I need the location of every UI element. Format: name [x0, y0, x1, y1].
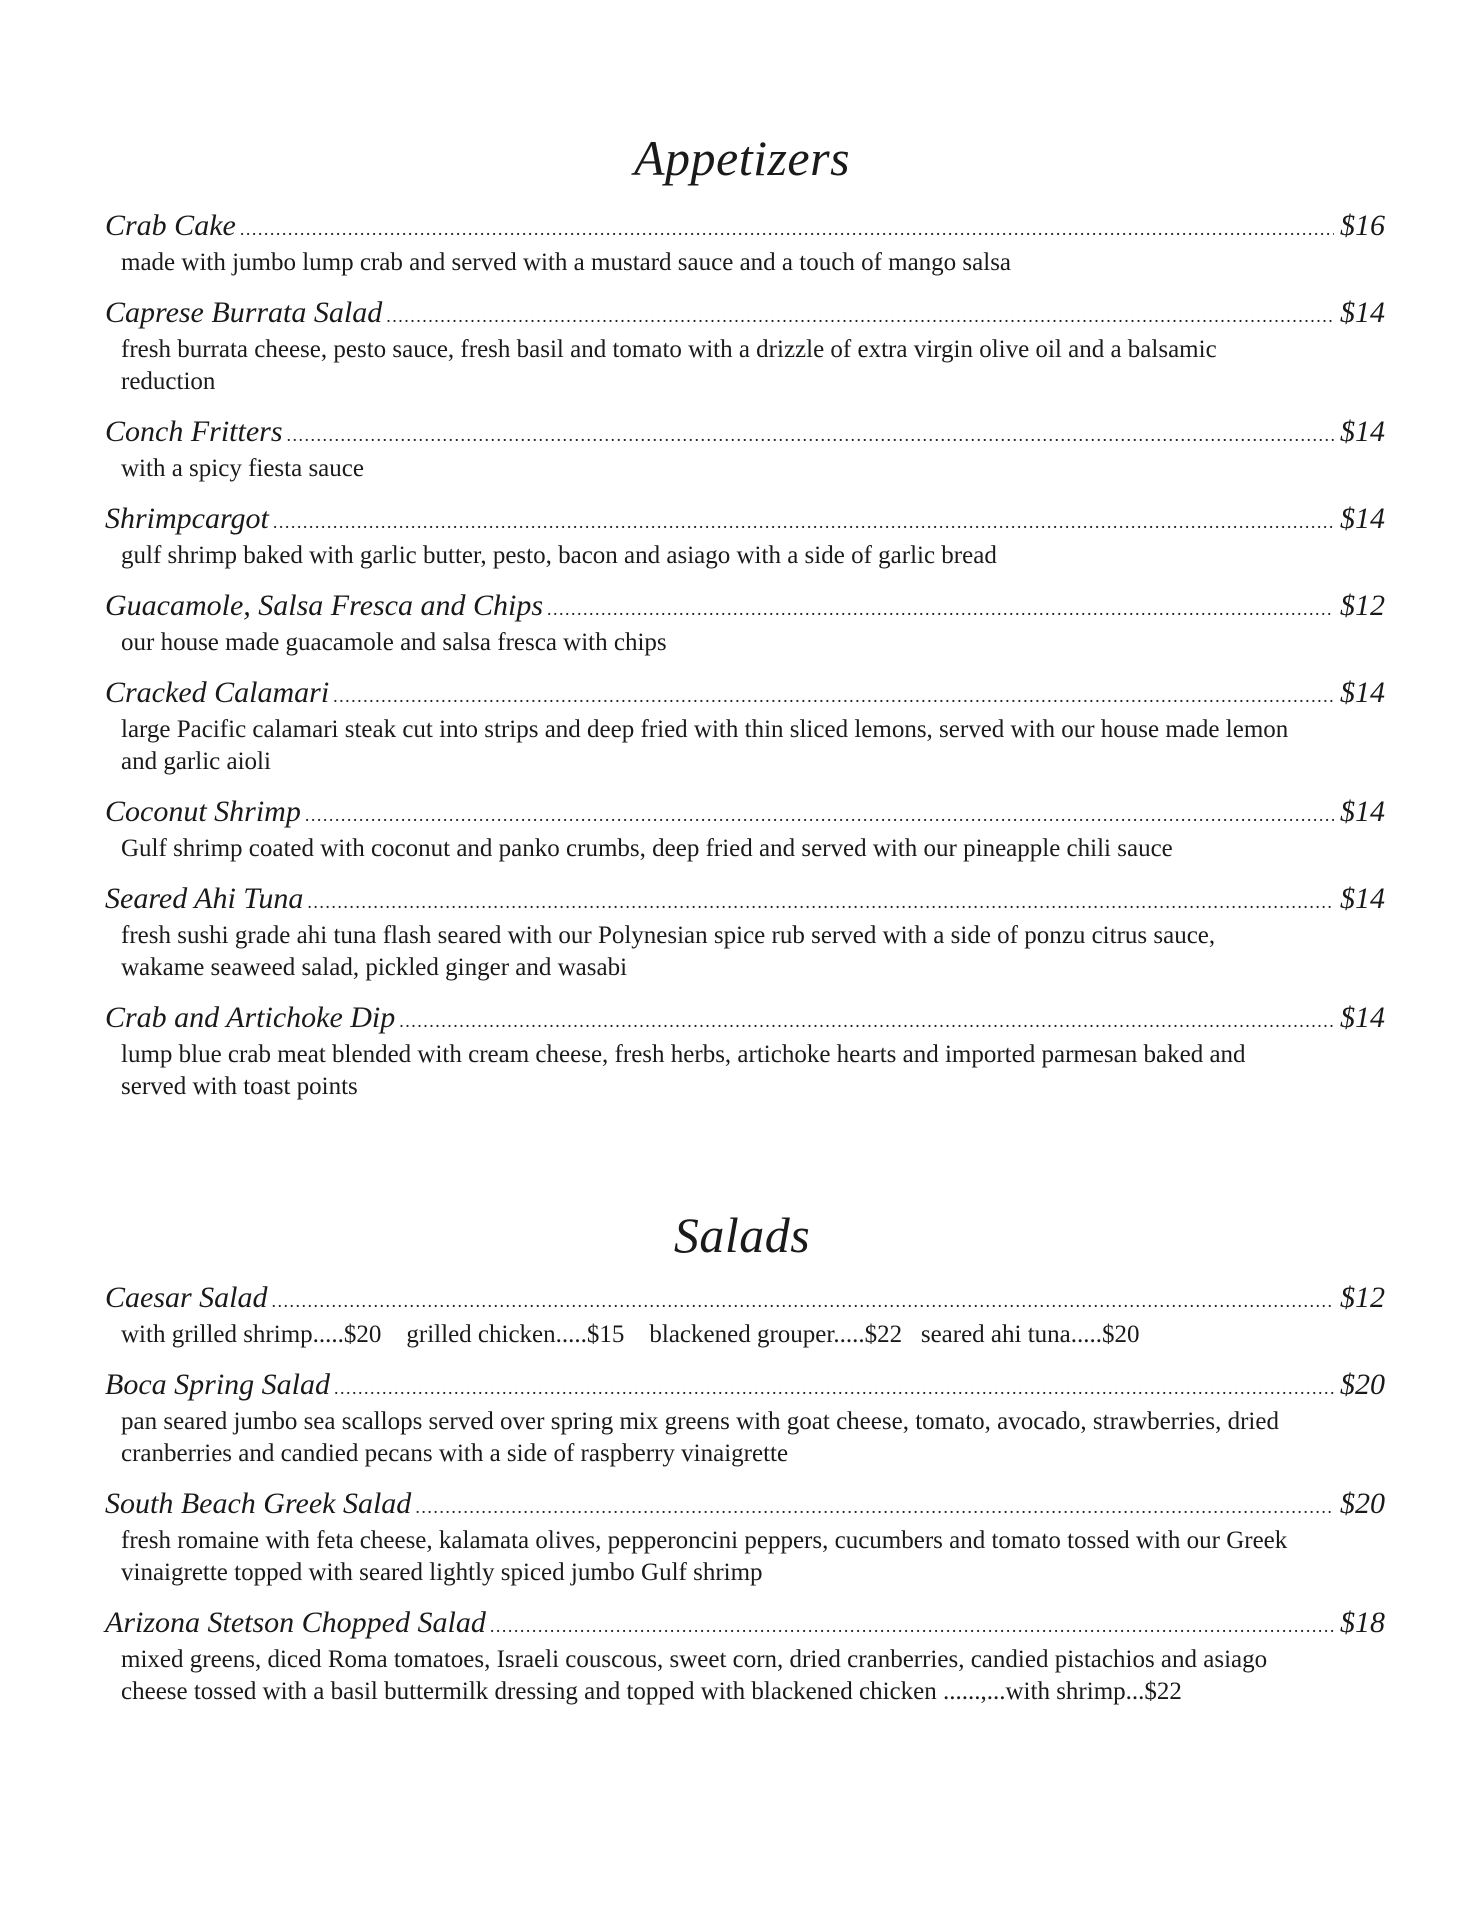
menu-item — [105, 501, 1385, 572]
item-description: fresh burrata cheese, pesto sauce, fresh basil and tomato with a drizzle of extra virgin olive oil and a balsamic reduction — [121, 336, 1217, 395]
item-name: Arizona Stetson Chopped Salad — [105, 1606, 486, 1639]
item-price: $16 — [1340, 209, 1385, 242]
menu-item — [105, 675, 1385, 778]
item-name: South Beach Greek Salad — [105, 1487, 412, 1520]
dot-leader — [415, 1489, 1334, 1525]
item-price: $20 — [1340, 1368, 1385, 1401]
menu-item — [105, 1486, 1385, 1589]
item-name: Crab Cake — [105, 209, 236, 242]
appetizers-list — [105, 208, 1385, 1103]
dot-leader — [333, 678, 1334, 714]
item-name: Seared Ahi Tuna — [105, 882, 304, 915]
item-price: $14 — [1340, 415, 1385, 448]
menu-item — [105, 1280, 1385, 1351]
item-price: $14 — [1340, 882, 1385, 915]
dot-leader — [287, 417, 1335, 453]
menu-item — [105, 414, 1385, 485]
appetizers-title: Appetizers — [633, 130, 851, 186]
menu-item — [105, 295, 1385, 398]
menu-item — [105, 1367, 1385, 1470]
item-description: Gulf shrimp coated with coconut and panko crumbs, deep fried and served with our pineapple chili sauce — [121, 835, 1173, 862]
item-description: our house made guacamole and salsa fresca with chips — [121, 629, 667, 656]
item-name: Boca Spring Salad — [105, 1368, 330, 1401]
dot-leader — [272, 1283, 1334, 1319]
item-name: Coconut Shrimp — [105, 795, 301, 828]
item-name: Shrimpcargot — [105, 502, 269, 535]
item-description: lump blue crab meat blended with cream cheese, fresh herbs, artichoke hearts and imported parmesan baked and served with toast points — [121, 1041, 1246, 1100]
item-price: $12 — [1340, 589, 1385, 622]
item-price: $14 — [1340, 795, 1385, 828]
item-name: Crab and Artichoke Dip — [105, 1001, 396, 1034]
item-price: $14 — [1340, 676, 1385, 709]
dot-leader — [273, 504, 1334, 540]
dot-leader — [399, 1003, 1334, 1039]
item-description: large Pacific calamari steak cut into strips and deep fried with thin sliced lemons, served with our house made lemon and garlic aioli — [121, 716, 1289, 775]
item-name: Guacamole, Salsa Fresca and Chips — [105, 589, 544, 622]
menu-item — [105, 1000, 1385, 1103]
item-description: made with jumbo lump crab and served with a mustard sauce and a touch of mango salsa — [121, 249, 1012, 276]
item-price: $20 — [1340, 1487, 1385, 1520]
item-price: $12 — [1340, 1281, 1385, 1314]
item-description: gulf shrimp baked with garlic butter, pesto, bacon and asiago with a side of garlic bread — [121, 542, 997, 569]
item-description: with grilled shrimp.....$20 grilled chicken.....$15 blackened grouper.....$22 seared ahi tuna.....$20 — [121, 1321, 1140, 1348]
menu-item — [105, 1605, 1385, 1708]
item-price: $18 — [1340, 1606, 1385, 1639]
dot-leader — [490, 1608, 1334, 1644]
menu-item — [105, 794, 1385, 865]
dot-leader — [334, 1370, 1334, 1406]
salads-title: Salads — [673, 1207, 811, 1263]
item-description: fresh sushi grade ahi tuna flash seared with our Polynesian spice rub served with a side of ponzu citrus sauce, wakame seaweed salad, pickled ginger and wasabi — [121, 922, 1216, 981]
item-description: with a spicy fiesta sauce — [121, 455, 364, 482]
item-description: fresh romaine with feta cheese, kalamata olives, pepperoncini peppers, cucumbers and tomato tossed with our Greek vinaigrette topped with seared lightly spiced jumbo Gulf shrimp — [121, 1527, 1288, 1586]
item-price: $14 — [1340, 1001, 1385, 1034]
item-name: Conch Fritters — [105, 415, 283, 448]
menu-item — [105, 588, 1385, 659]
item-price: $14 — [1340, 502, 1385, 535]
dot-leader — [307, 884, 1334, 920]
dot-leader — [240, 211, 1334, 247]
salads-list — [105, 1280, 1385, 1708]
item-name: Caesar Salad — [105, 1281, 268, 1314]
dot-leader — [547, 591, 1334, 627]
item-name: Cracked Calamari — [105, 676, 330, 709]
menu-item — [105, 881, 1385, 984]
item-description: mixed greens, diced Roma tomatoes, Israeli couscous, sweet corn, dried cranberries, candied pistachios and asiago cheese tossed with a basil buttermilk dressing and topped with blackened chicken ......,...with shrimp...$22 — [121, 1646, 1268, 1705]
item-price: $14 — [1340, 296, 1385, 329]
item-description: pan seared jumbo sea scallops served over spring mix greens with goat cheese, tomato, avocado, strawberries, dried cranberries and candied pecans with a side of raspberry vinaigrette — [121, 1408, 1279, 1467]
item-name: Caprese Burrata Salad — [105, 296, 383, 329]
dot-leader — [386, 298, 1334, 334]
dot-leader — [305, 797, 1334, 833]
menu-item — [105, 208, 1385, 279]
